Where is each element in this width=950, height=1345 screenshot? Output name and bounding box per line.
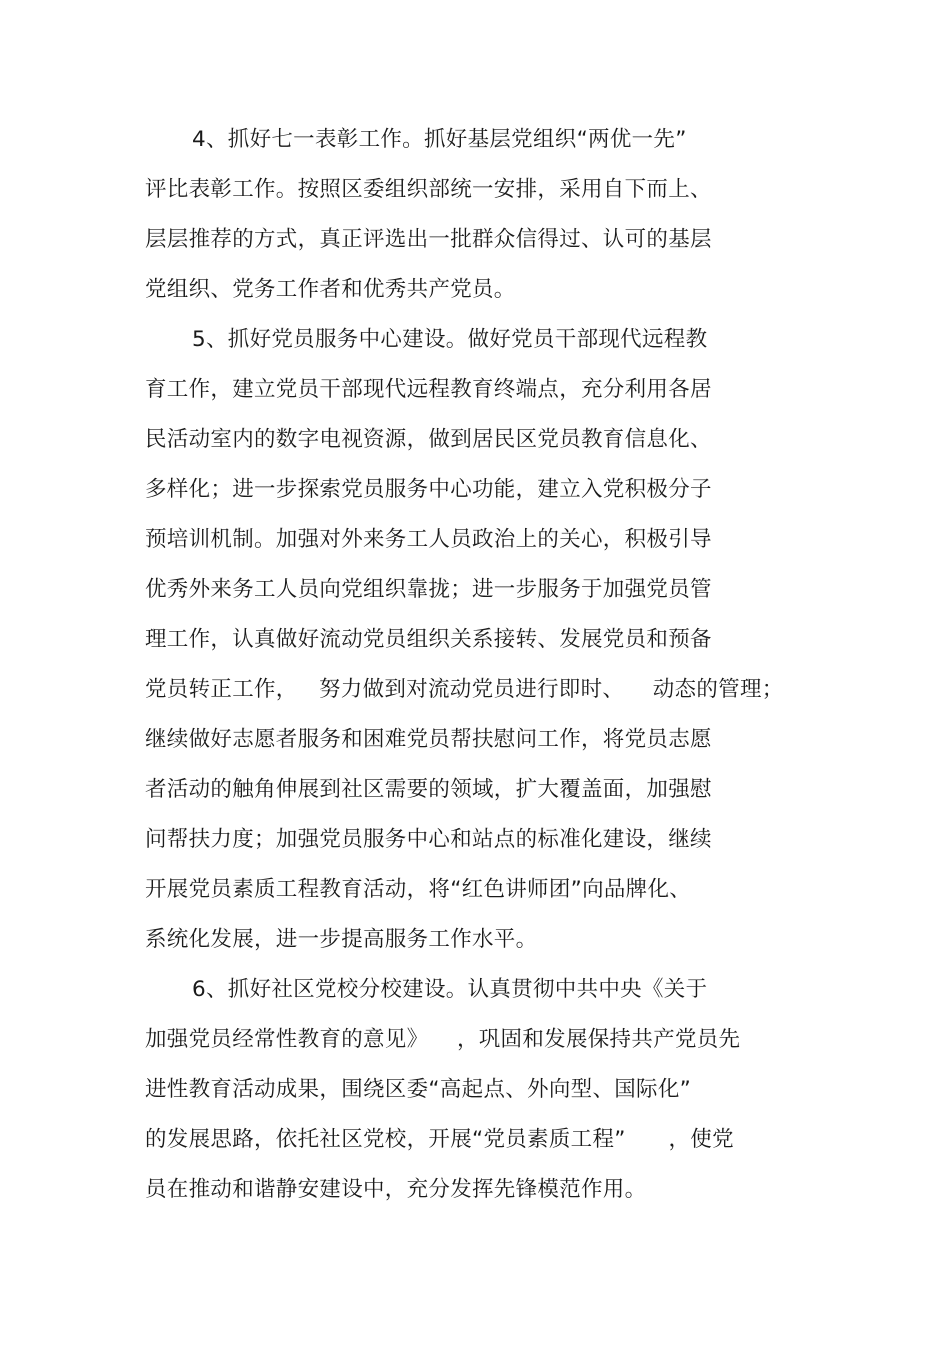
paragraph-5-line-3: 民活动室内的数字电视资源，做到居民区党员教育信息化、 — [145, 427, 712, 452]
paragraph-5-line-11: 问帮扶力度；加强党员服务中心和站点的标准化建设，继续 — [145, 827, 712, 852]
paragraph-5-line-7: 理工作，认真做好流动党员组织关系接转、发展党员和预备 — [145, 627, 712, 652]
paragraph-4-line-4: 党组织、党务工作者和优秀共产党员。 — [145, 277, 516, 302]
paragraph-6-line-2: 加强党员经常性教育的意见》 ，巩固和发展保持共产党员先 — [145, 1027, 741, 1052]
paragraph-6-line-4: 的发展思路，依托社区党校，开展“党员素质工程” ，使党 — [145, 1127, 734, 1152]
paragraph-5-line-6: 优秀外来务工人员向党组织靠拢；进一步服务于加强党员管 — [145, 577, 712, 602]
paragraph-4-line-1: 4、抓好七一表彰工作。抓好基层党组织“两优一先” — [192, 127, 687, 152]
paragraph-5-line-8: 党员转正工作， 努力做到对流动党员进行即时、 动态的管理； — [145, 677, 784, 702]
paragraph-5-line-2: 育工作，建立党员干部现代远程教育终端点，充分利用各居 — [145, 377, 712, 402]
paragraph-6-line-1: 6、抓好社区党校分校建设。认真贯彻中共中央《关于 — [192, 977, 708, 1002]
paragraph-5-line-12: 开展党员素质工程教育活动，将“红色讲师团”向品牌化、 — [145, 877, 692, 902]
paragraph-4-line-2: 评比表彰工作。按照区委组织部统一安排，采用自下而上、 — [145, 177, 712, 202]
paragraph-5-line-13: 系统化发展，进一步提高服务工作水平。 — [145, 927, 538, 952]
paragraph-6-line-3: 进性教育活动成果，围绕区委“高起点、外向型、国际化” — [145, 1077, 692, 1102]
paragraph-4-line-3: 层层推荐的方式，真正评选出一批群众信得过、认可的基层 — [145, 227, 712, 252]
paragraph-6-line-5: 员在推动和谐静安建设中，充分发挥先锋模范作用。 — [145, 1177, 647, 1202]
paragraph-5-line-10: 者活动的触角伸展到社区需要的领域，扩大覆盖面，加强慰 — [145, 777, 712, 802]
paragraph-5-line-4: 多样化；进一步探索党员服务中心功能，建立入党积极分子 — [145, 477, 712, 502]
paragraph-5-line-9: 继续做好志愿者服务和困难党员帮扶慰问工作，将党员志愿 — [145, 727, 712, 752]
paragraph-5-line-5: 预培训机制。加强对外来务工人员政治上的关心，积极引导 — [145, 527, 712, 552]
paragraph-5-line-1: 5、抓好党员服务中心建设。做好党员干部现代远程教 — [192, 327, 708, 352]
